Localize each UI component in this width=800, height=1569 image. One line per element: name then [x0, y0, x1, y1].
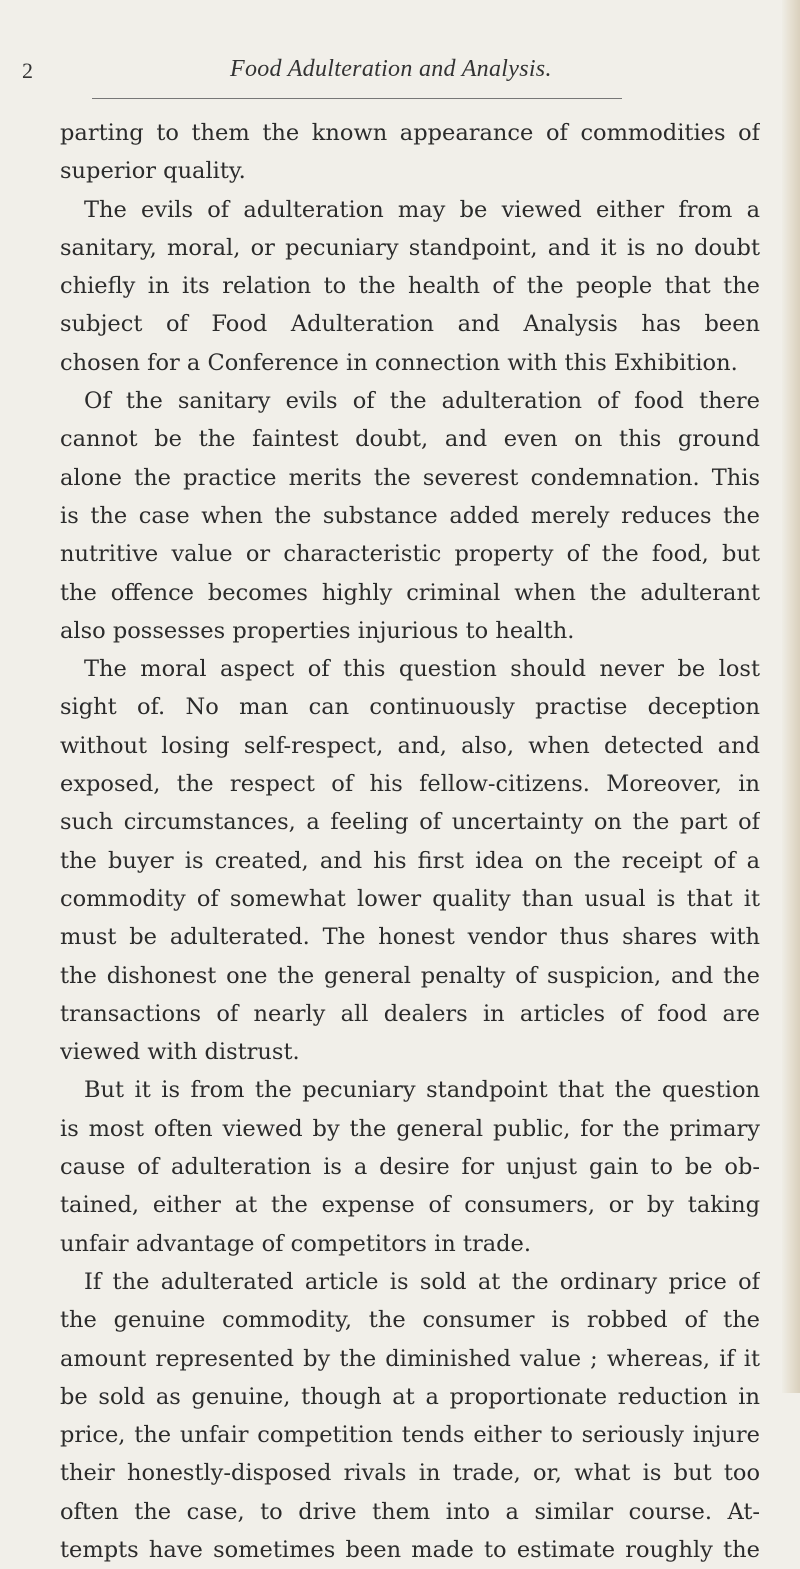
page-edge-shadow — [782, 0, 800, 1393]
text-line: The moral aspect of this question should never be lost — [84, 656, 760, 683]
text-line: cannot be the faintest doubt, and even on this ground — [60, 426, 760, 453]
text-line: The evils of adulteration may be viewed either from a — [84, 196, 760, 223]
text-line: subject of Food Adulteration and Analysis has been — [60, 311, 760, 338]
text-line: viewed with distrust. — [60, 1039, 300, 1066]
text-line: chiefly in its relation to the health of the people that the — [60, 273, 760, 300]
text-line: is most often viewed by the general public, for the primary — [60, 1115, 760, 1142]
text-line: the genuine commodity, the consumer is robbed of the — [60, 1307, 760, 1334]
header-rule — [92, 98, 622, 99]
text-line: commodity of somewhat lower quality than usual is that it — [60, 885, 760, 912]
text-line: tempts have sometimes been made to estimate roughly the — [60, 1536, 760, 1563]
page-number: 2 — [22, 58, 33, 83]
body-text — [60, 114, 760, 1569]
text-line: their honestly-disposed rivals in trade, or, what is but too — [60, 1460, 760, 1487]
text-line: tained, either at the expense of consumers, or by taking — [60, 1192, 760, 1219]
text-line: amount represented by the diminished value ; whereas, if it — [60, 1345, 760, 1372]
text-line: the offence becomes highly criminal when the adulterant — [60, 579, 760, 606]
text-line: sight of. No man can continuously practise deception — [60, 694, 760, 721]
text-line: price, the unfair competition tends either to seriously injure — [60, 1422, 760, 1449]
text-line: superior quality. — [60, 158, 246, 185]
text-line: must be adulterated. The honest vendor thus shares with — [60, 924, 760, 951]
page-header — [22, 50, 642, 98]
text-line: transactions of nearly all dealers in articles of food are — [60, 1000, 760, 1027]
text-line: parting to them the known appearance of commodities of — [60, 120, 760, 146]
text-line: Of the sanitary evils of the adulteration of food there — [84, 388, 760, 415]
text-line: is the case when the substance added merely reduces the — [60, 502, 760, 529]
text-line: the buyer is created, and his first idea on the receipt of a — [60, 847, 760, 874]
text-line: But it is from the pecuniary standpoint that the question — [84, 1077, 760, 1104]
text-line: cause of adulteration is a desire for unjust gain to be ob- — [60, 1154, 760, 1181]
text-line: unfair advantage of competitors in trade. — [60, 1230, 532, 1257]
text-line: chosen for a Conference in connection with this Exhibition. — [60, 349, 738, 376]
text-line: the dishonest one the general penalty of suspicion, and the — [60, 962, 760, 989]
text-line: such circumstances, a feeling of uncertainty on the part of — [60, 809, 760, 836]
text-line: be sold as genuine, though at a proportionate reduction in — [60, 1383, 760, 1410]
text-line: often the case, to drive them into a similar course. At- — [60, 1498, 760, 1525]
text-line: If the adulterated article is sold at the ordinary price of — [84, 1268, 760, 1295]
text-line: nutritive value or characteristic property of the food, but — [60, 541, 760, 568]
text-line: alone the practice merits the severest condemnation. This — [60, 464, 760, 491]
text-line: sanitary, moral, or pecuniary standpoint, and it is no doubt — [60, 234, 760, 261]
text-line: without losing self-respect, and, also, when detected and — [60, 732, 760, 759]
text-line: exposed, the respect of his fellow-citizens. Moreover, in — [60, 771, 760, 798]
text-line: also possesses properties injurious to health. — [60, 617, 575, 644]
running-title: Food Adulteration and Analysis. — [230, 56, 552, 82]
